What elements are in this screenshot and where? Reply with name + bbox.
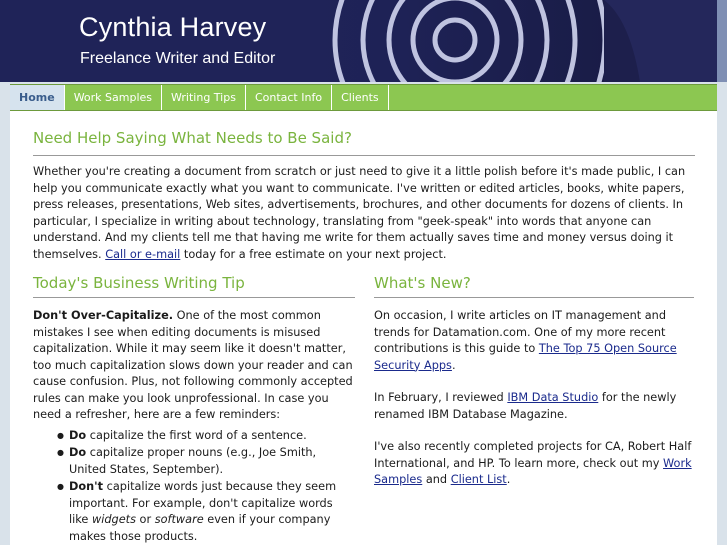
news-text: I've also recently completed projects for CA, Robert Half International, and HP. To learn more, check out my <box>374 440 692 470</box>
list-item <box>69 428 355 445</box>
main-content <box>10 111 717 545</box>
tip-paragraph <box>33 308 355 424</box>
tip-bullet-bold: Do <box>69 446 87 459</box>
news-column <box>374 274 694 505</box>
site-title: Cynthia Harvey <box>79 12 267 42</box>
site-header <box>0 0 727 82</box>
tip-bullet-text: capitalize the first word of a sentence. <box>86 428 307 442</box>
site-subtitle: Freelance Writer and Editor <box>80 50 276 67</box>
nav-tab-home[interactable]: Home <box>10 85 65 110</box>
tip-bullet-text: capitalize words just because they seem important. For example, don't capitalize words like <box>69 480 337 526</box>
nav-tab-writing-tips[interactable]: Writing Tips <box>162 85 246 110</box>
call-email-link[interactable]: Call or e-mail <box>105 247 181 261</box>
tip-bullet-emphasis: widgets <box>91 513 136 526</box>
header-right-border <box>717 0 727 82</box>
tip-column <box>33 274 355 545</box>
tip-bullet-text: or <box>135 513 155 526</box>
tip-bullet-bold: Do <box>69 428 87 442</box>
news-paragraph-2 <box>374 390 694 423</box>
tip-body: One of the most common mistakes I see when editing documents is misused capitalization. While it may seem like it doesn't matter, too much capitalization slows down your reader and can cause confusion. Plus, not following commonly accepted rules can make you look unprofessional. In case you need a refresher, here are a few reminders: <box>33 309 353 421</box>
news-text: . <box>506 473 511 486</box>
news-heading: What's New? <box>374 274 694 298</box>
work-samples-link[interactable]: Work Samples <box>374 456 692 486</box>
tip-bullet-bold: Don't <box>69 480 104 493</box>
list-item <box>69 445 355 478</box>
news-paragraph-3 <box>374 439 694 489</box>
news-text: for the newly renamed IBM Database Magazine. <box>374 391 677 421</box>
tip-bullet-emphasis: software <box>154 513 204 526</box>
list-item <box>69 479 355 545</box>
tip-bullet-text: capitalize proper nouns (e.g., Joe Smith, United States, September). <box>69 446 317 476</box>
intro-text: Whether you're creating a document from scratch or just need to give it a little polish before it's made public, I can help you communicate exactly what you want to communicate. I've written or edited articles, books, white papers, press releases, presentations, Web sites, advertisements, brochures, and other documents for dozens of clients. In particular, I specialize in writing about technology, translating from "geek-speak" into words that anyone can understand. And my clients tell me that having me write for them actually saves time and money versus doing it themselves. <box>33 165 686 261</box>
news-text: In February, I reviewed <box>374 391 508 404</box>
tip-bullet-text: even if your company makes those products. <box>69 513 331 543</box>
ibm-data-studio-link[interactable]: IBM Data Studio <box>507 391 599 404</box>
tip-list <box>33 428 355 545</box>
news-text: and <box>422 473 451 486</box>
nav-tab-clients[interactable]: Clients <box>332 85 389 110</box>
intro-text-end: today for a free estimate on your next project. <box>180 247 447 261</box>
news-text: On occasion, I write articles on IT management and trends for Datamation.com. One of my more recent contributions is this guide to <box>374 309 667 355</box>
top-75-security-apps-link[interactable]: The Top 75 Open Source Security Apps <box>374 342 677 372</box>
divider <box>33 155 695 156</box>
tip-lead: Don't Over-Capitalize. <box>33 309 174 322</box>
intro-paragraph <box>33 164 698 263</box>
news-paragraph-1 <box>374 308 694 374</box>
news-text: . <box>451 358 456 372</box>
intro-heading: Need Help Saying What Needs to Be Said? <box>33 129 352 147</box>
main-nav <box>10 84 717 111</box>
nav-tab-contact-info[interactable]: Contact Info <box>246 85 332 110</box>
client-list-link[interactable]: Client List <box>450 473 507 486</box>
nav-tab-work-samples[interactable]: Work Samples <box>65 85 162 110</box>
tip-heading: Today's Business Writing Tip <box>33 274 355 298</box>
